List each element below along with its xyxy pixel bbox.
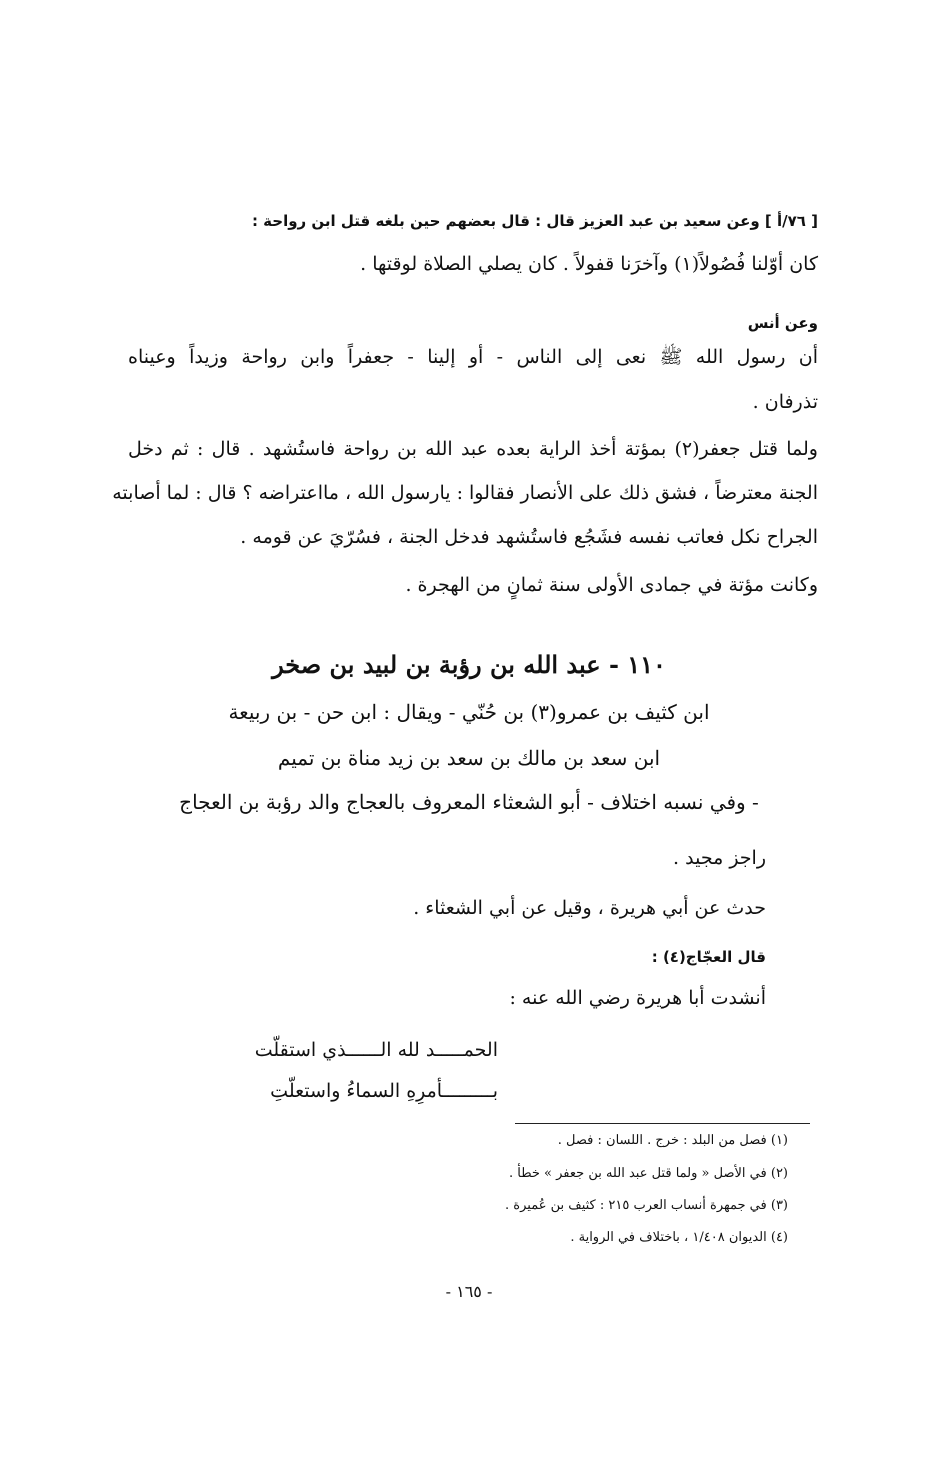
lineage-line: ابن كثيف بن عمرو(٣) بن حُنّي - ويقال : ابن حن - بن ربيعة bbox=[228, 700, 710, 724]
description-line: راجز مجيد . bbox=[673, 847, 766, 869]
paragraph-line: ولما قتل جعفر(٢) بمؤتة أخذ الراية بعده عبد الله بن رواحة فاستُشهد . قال : ثم دخل bbox=[128, 438, 818, 460]
paragraph-line: أن رسول الله ﷺ نعى إلى الناس - أو إلينا - جعفراً وابن رواحة وزيداً وعيناه bbox=[128, 346, 818, 368]
footnote: (٣) في جمهرة أنساب العرب ٢١٥ : كثيف بن عُميرة . bbox=[505, 1198, 788, 1213]
section-title: ١١٠ - عبد الله بن رؤبة بن لبيد بن صخر bbox=[272, 650, 666, 679]
paragraph-line: وكانت مؤتة في جمادى الأولى سنة ثمانٍ من الهجرة . bbox=[405, 574, 818, 596]
poem-verse: الحمـــــد لله الــــــذي استقلّت bbox=[254, 1039, 498, 1061]
narration-heading-1: [ ٧٦/أ ] وعن سعيد بن عبد العزيز قال : قال بعضهم حين بلغه قتل ابن رواحة : bbox=[251, 212, 818, 230]
page-number: - ١٦٥ - bbox=[445, 1282, 493, 1301]
paragraph-line: الجنة معترضاً ، فشق ذلك على الأنصار فقالوا : يارسول الله ، مااعتراضه ؟ قال : لما أصابته bbox=[112, 482, 818, 504]
narration-heading-3: قال العجّاج(٤) : bbox=[651, 948, 766, 966]
footnote: (٤) الديوان ١/٤٠٨ ، باختلاف في الرواية . bbox=[570, 1230, 788, 1245]
footnote-separator bbox=[515, 1123, 810, 1124]
paragraph-line: الجراح نكل فعاتب نفسه فشَجُع فاستُشهد فدخل الجنة ، فسُرّيَ عن قومه . bbox=[240, 526, 818, 548]
quote-line: كان أوّلنا فُصُولاً(١) وآخرَنا قفولاً . كان يصلي الصلاة لوقتها . bbox=[360, 253, 818, 275]
lineage-line: ابن سعد بن مالك بن سعد بن زيد مناة بن تميم bbox=[277, 746, 661, 770]
lineage-line: - وفي نسبه اختلاف - أبو الشعثاء المعروف بالعجاج والد رؤبة بن العجاج bbox=[179, 790, 759, 814]
narration-heading-2: وعن أنس bbox=[747, 314, 818, 332]
description-line: حدث عن أبي هريرة ، وقيل عن أبي الشعثاء . bbox=[413, 897, 766, 919]
paragraph-line: تذرفان . bbox=[752, 391, 818, 413]
description-line: أنشدت أبا هريرة رضي الله عنه : bbox=[509, 987, 766, 1009]
poem-verse: بـــــــــأمرِهِ السماءُ واستعلّتِ bbox=[270, 1080, 498, 1102]
footnote: (٢) في الأصل « ولما قتل عبد الله بن جعفر » خطأ . bbox=[508, 1166, 788, 1181]
footnote: (١) فصل من البلد : خرج . اللسان : فصل . bbox=[557, 1133, 788, 1148]
